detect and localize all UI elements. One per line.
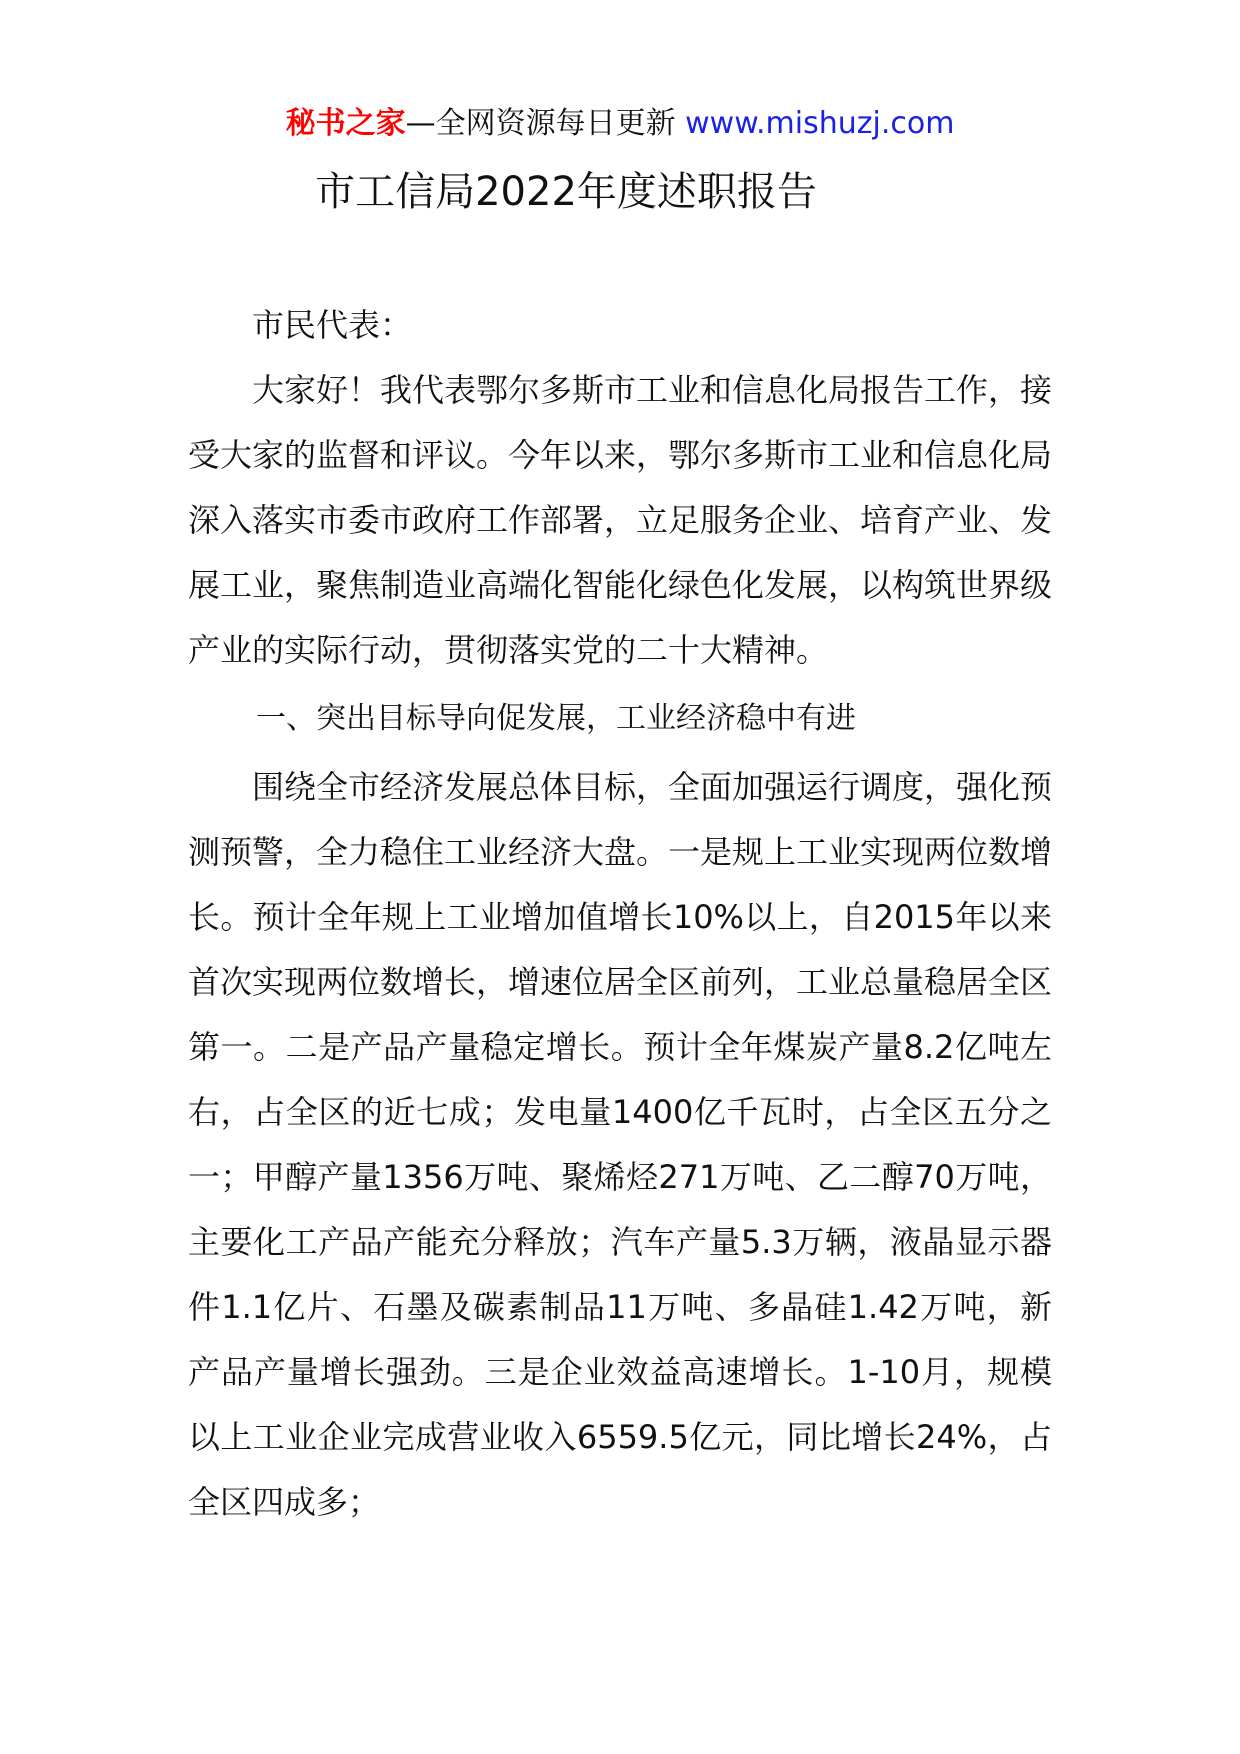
document-body bbox=[188, 292, 1052, 1535]
salutation: 市民代表： bbox=[252, 306, 413, 344]
section-heading: 一、突出目标导向促发展，工业经济稳中有进 bbox=[256, 701, 856, 736]
site-tagline: —全网资源每日更新 bbox=[405, 106, 676, 141]
site-url-link[interactable]: www.mishuzj.com bbox=[685, 106, 955, 141]
site-header bbox=[0, 102, 1240, 146]
document-title: 市工信局2022年度述职报告 bbox=[315, 169, 817, 215]
section-paragraph: 围绕全市经济发展总体目标，全面加强运行调度，强化预测预警，全力稳住工业经济大盘。一是规上工业实现两位数增长。预计全年规上工业增加值增长10%以上，自2015年以来首次实现两位数增长，增速位居全区前列，工业总量稳居全区第一。二是产品产量稳定增长。预计全年煤炭产量8.2亿吨左右，占全区的近七成；发电量1400亿千瓦时，占全区五分之一；甲醇产量1356万吨、聚烯烃271万吨、乙二醇70万吨，主要化工产品产能充分释放；汽车产量5.3万辆，液晶显示器件1.1亿片、石墨及碳素制品11万吨、多晶硅1.42万吨，新产品产量增长强劲。三是企业效益高速增长。1-10月，规模以上工业企业完成营业收入6559.5亿元，同比增长24%，占全区四成多； bbox=[188, 768, 1053, 1521]
site-brand[interactable]: 秘书之家 bbox=[285, 106, 406, 141]
intro-paragraph: 大家好！我代表鄂尔多斯市工业和信息化局报告工作，接受大家的监督和评议。今年以来，鄂尔多斯市工业和信息化局深入落实市委市政府工作部署，立足服务企业、培育产业、发展工业，聚焦制造业高端化智能化绿色化发展，以构筑世界级产业的实际行动，贯彻落实党的二十大精神。 bbox=[188, 371, 1053, 669]
